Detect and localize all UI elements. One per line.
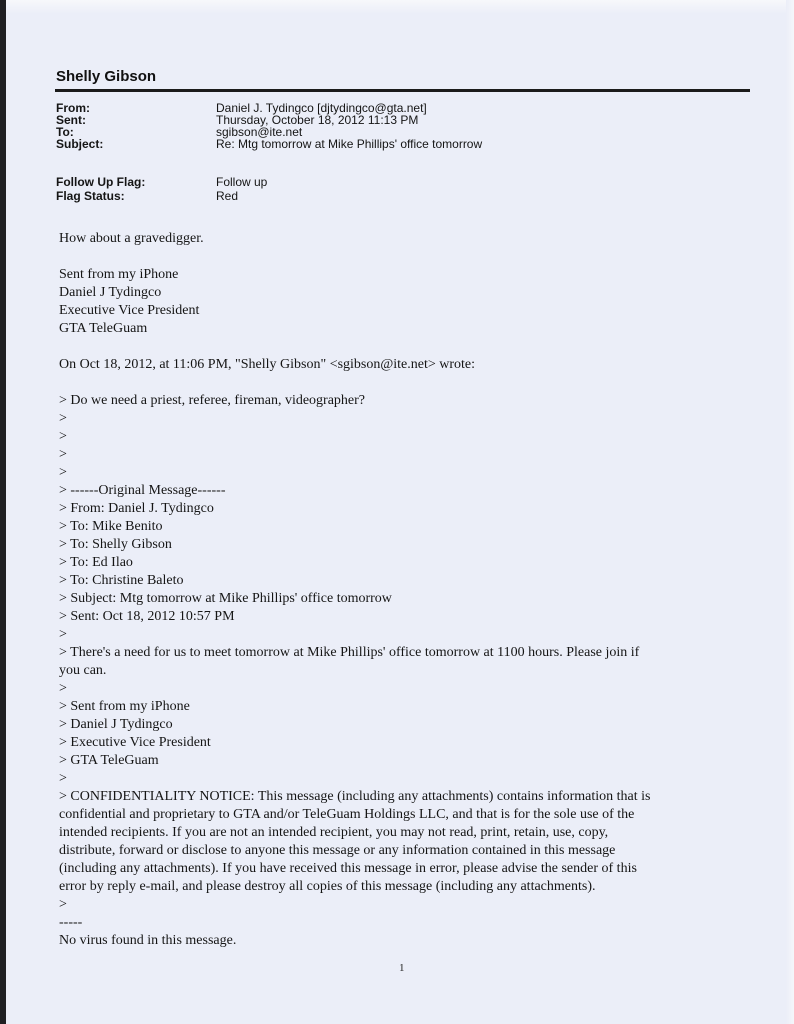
quoted-line: > Subject: Mtg tomorrow at Mike Phillips' office tomorrow [59,591,392,606]
subject-label: Subject: [56,137,104,151]
quoted-blank-line: > [59,465,67,480]
confidentiality-line: error by reply e-mail, and please destroy all copies of this message (including any attachments). [59,879,596,894]
quoted-blank-line: > [59,627,67,642]
from-value: Daniel J. Tydingco [djtydingco@gta.net] [216,101,427,115]
virus-notice: No virus found in this message. [59,933,237,948]
sent-value: Thursday, October 18, 2012 11:13 PM [216,113,419,127]
quoted-line: > To: Shelly Gibson [59,537,172,552]
quoted-line: > To: Ed Ilao [59,555,133,570]
scan-top-edge [0,0,794,14]
scan-left-border [0,0,6,1024]
quoted-line: > Executive Vice President [59,735,211,750]
separator-dashes: ----- [59,915,83,930]
scan-right-edge [786,0,794,1024]
sent-label: Sent: [56,113,86,127]
confidentiality-line: confidential and proprietary to GTA and/or TeleGuam Holdings LLC, and that is for the sole use of the [59,807,635,822]
quoted-blank-line: > [59,897,67,912]
quoted-line: > There's a need for us to meet tomorrow at Mike Phillips' office tomorrow at 1100 hours. Please join if [59,645,640,660]
signature-line: Executive Vice President [59,303,200,318]
signature-line: GTA TeleGuam [59,321,148,336]
title-divider [55,89,750,92]
quoted-blank-line: > [59,771,67,786]
confidentiality-line: > CONFIDENTIALITY NOTICE: This message (including any attachments) contains information that is [59,789,651,804]
page-number: 1 [399,962,405,974]
quoted-line: > To: Christine Baleto [59,573,184,588]
signature-line: Daniel J Tydingco [59,285,162,300]
to-label: To: [56,125,74,139]
quoted-line: > Sent from my iPhone [59,699,190,714]
document-title: Shelly Gibson [56,68,157,85]
to-value: sgibson@ite.net [216,125,303,139]
quoted-blank-line: > [59,411,67,426]
signature-line: Sent from my iPhone [59,267,179,282]
quoted-blank-line: > [59,429,67,444]
quoted-blank-line: > [59,447,67,462]
reply-line: How about a gravedigger. [59,231,204,246]
confidentiality-line: distribute, forward or disclose to anyone this message or any information contained in this message [59,843,616,858]
from-label: From: [56,101,90,115]
quoted-line: > To: Mike Benito [59,519,163,534]
quoted-line: you can. [59,663,107,678]
flagstatus-label: Flag Status: [56,189,125,203]
followup-label: Follow Up Flag: [56,175,146,189]
quoted-line: > Sent: Oct 18, 2012 10:57 PM [59,609,235,624]
email-body [59,230,739,950]
quoted-line: > Daniel J Tydingco [59,717,173,732]
quote-attribution: On Oct 18, 2012, at 11:06 PM, "Shelly Gibson" <sgibson@ite.net> wrote: [59,357,476,372]
subject-value: Re: Mtg tomorrow at Mike Phillips' office tomorrow [216,137,483,151]
quoted-line: > GTA TeleGuam [59,753,159,768]
quoted-original-marker: > ------Original Message------ [59,483,226,498]
quoted-line: > Do we need a priest, referee, fireman, videographer? [59,393,366,408]
confidentiality-line: intended recipients. If you are not an intended recipient, you may not read, print, retain, use, copy, [59,825,609,840]
followup-value: Follow up [216,175,268,189]
quoted-blank-line: > [59,681,67,696]
flagstatus-value: Red [216,189,239,203]
confidentiality-line: (including any attachments). If you have received this message in error, please advise the sender of this [59,861,637,876]
quoted-line: > From: Daniel J. Tydingco [59,501,214,516]
